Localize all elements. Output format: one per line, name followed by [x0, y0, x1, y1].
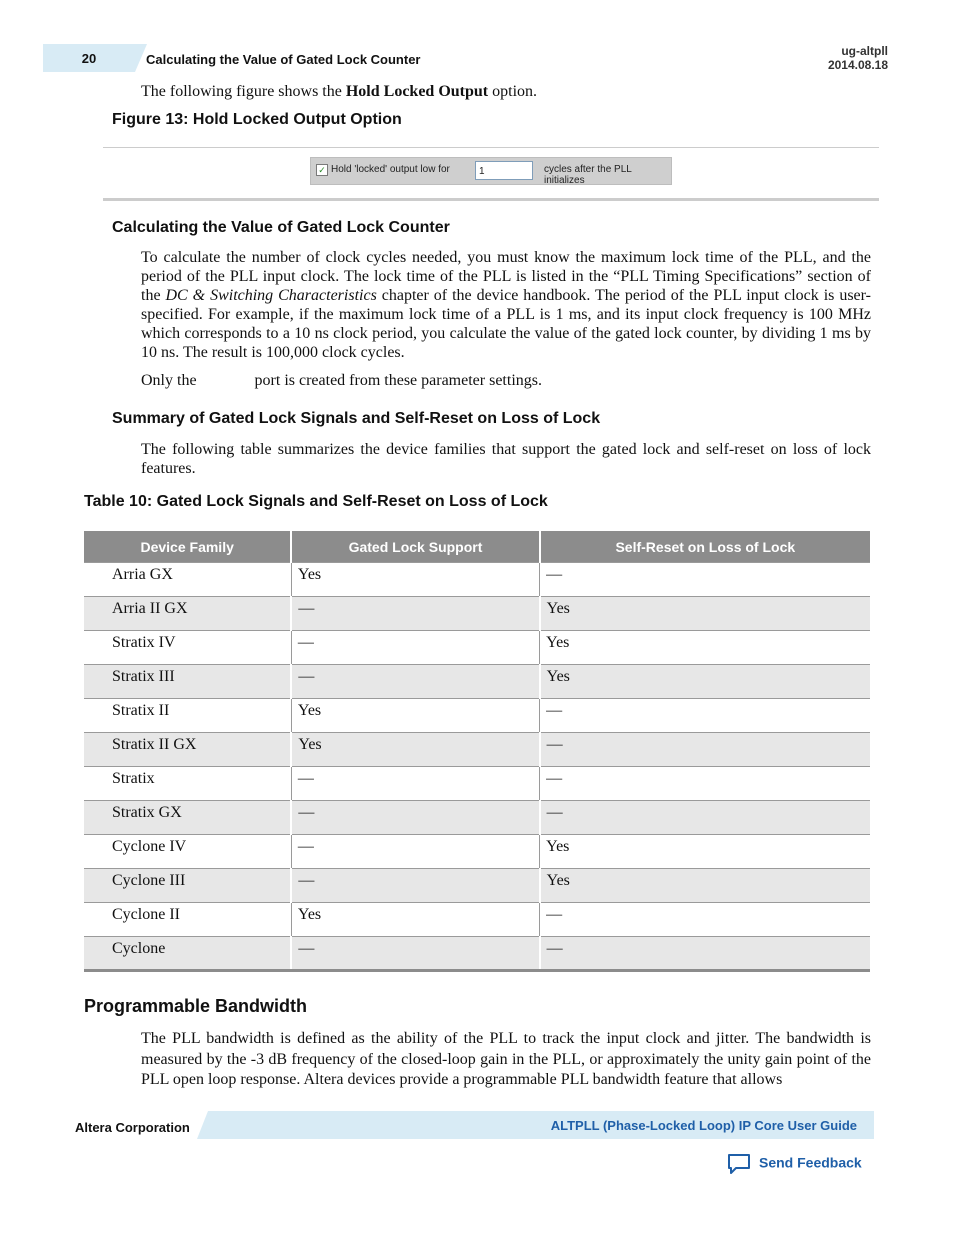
send-feedback-link[interactable]	[727, 1153, 862, 1175]
table-caption: Table 10: Gated Lock Signals and Self-Reset on Loss of Lock	[84, 493, 548, 510]
table-row	[84, 767, 870, 801]
section-heading-summary: Summary of Gated Lock Signals and Self-Reset on Loss of Lock	[112, 410, 601, 427]
paragraph-italic: DC & Switching Characteristics	[165, 287, 377, 304]
cell-gated-lock: —	[291, 631, 539, 665]
cell-gated-lock: —	[291, 597, 539, 631]
cell-gated-lock: —	[291, 801, 539, 835]
section-heading-gated-lock-counter: Calculating the Value of Gated Lock Counter	[112, 219, 450, 236]
cell-gated-lock: —	[291, 767, 539, 801]
table-row	[84, 665, 870, 699]
table-row	[84, 597, 870, 631]
port-created-text: port is created from these parameter settings.	[254, 372, 542, 389]
cell-device-family: Stratix II GX	[84, 733, 291, 767]
paragraph-text-cont: chapter of the device handbook. The period of the PLL input clock is user-specified. For example, if the maximum lock time of a PLL is 1 ms, and its input clock frequency is 100 MHz which corresponds to a 10 ns clock period, you calculate the value of the gated lock counter, by dividing 1 ms by 10 ns. The result is 100,000 clock cycles.	[141, 287, 871, 361]
cell-self-reset: Yes	[540, 869, 870, 903]
table-row	[84, 937, 870, 971]
cell-self-reset: Yes	[540, 665, 870, 699]
cell-self-reset: —	[540, 801, 870, 835]
table-row	[84, 801, 870, 835]
cell-gated-lock: —	[291, 937, 539, 971]
footer-bar-edge	[197, 1111, 208, 1139]
table-row	[84, 563, 870, 597]
cell-device-family: Stratix III	[84, 665, 291, 699]
cell-self-reset: —	[540, 937, 870, 971]
figure-bottom-rule	[103, 198, 879, 201]
table-row	[84, 869, 870, 903]
cell-device-family: Cyclone III	[84, 869, 291, 903]
cell-self-reset: Yes	[540, 631, 870, 665]
gated-lock-counter-paragraph	[141, 248, 871, 362]
figure-hold-locked-panel	[310, 157, 672, 185]
cell-self-reset: Yes	[540, 835, 870, 869]
hold-locked-checkbox[interactable]: ✓	[316, 164, 328, 176]
running-header-title: Calculating the Value of Gated Lock Counter	[146, 52, 421, 67]
intro-paragraph	[141, 82, 537, 101]
cell-device-family: Stratix GX	[84, 801, 291, 835]
doc-meta	[828, 44, 888, 72]
cell-gated-lock: —	[291, 869, 539, 903]
cell-device-family: Stratix IV	[84, 631, 291, 665]
cell-gated-lock: —	[291, 665, 539, 699]
paragraph-text: To calculate the number of clock cycles needed, you must know the maximum lock time of the PLL, and the period of the PLL input clock. The lock time of the PLL is listed in the “PLL Timing Specifications” section of the	[141, 249, 871, 304]
cell-device-family: Stratix	[84, 767, 291, 801]
bandwidth-paragraph: The PLL bandwidth is defined as the ability of the PLL to track the input clock and jitter. The bandwidth is measured by the -3 dB frequency of the closed-loop gain in the PLL, or approximately the unity gain point of the PLL open loop response. Altera devices provide a programmable PLL bandwidth feature that allows	[141, 1030, 871, 1088]
cell-gated-lock: Yes	[291, 699, 539, 733]
footer-company: Altera Corporation	[75, 1120, 190, 1135]
intro-bold: Hold Locked Output	[345, 83, 489, 100]
cell-self-reset: —	[540, 699, 870, 733]
table-row	[84, 699, 870, 733]
cell-device-family: Cyclone	[84, 937, 291, 971]
table-row	[84, 835, 870, 869]
header-device-family: Device Family	[84, 531, 291, 563]
cell-device-family: Arria GX	[84, 563, 291, 597]
cell-gated-lock: Yes	[291, 903, 539, 937]
cell-self-reset: Yes	[540, 597, 870, 631]
cell-gated-lock: Yes	[291, 733, 539, 767]
only-the-paragraph	[141, 371, 542, 390]
doc-id: ug-altpll	[841, 44, 888, 58]
speech-bubble-icon	[727, 1153, 751, 1175]
hold-locked-cycles-input[interactable]: 1	[475, 161, 533, 180]
table-row	[84, 631, 870, 665]
hold-locked-label: Hold 'locked' output low for	[331, 164, 450, 175]
cell-self-reset: —	[540, 903, 870, 937]
section-heading-programmable-bandwidth: Programmable Bandwidth	[84, 996, 308, 1016]
page-number: 20	[81, 51, 97, 66]
cell-gated-lock: Yes	[291, 563, 539, 597]
cell-self-reset: —	[540, 563, 870, 597]
figure-caption: Figure 13: Hold Locked Output Option	[112, 111, 402, 128]
cycles-after-label: cycles after the PLL initializes	[544, 164, 632, 186]
table-header-row	[84, 531, 870, 563]
send-feedback-label: Send Feedback	[759, 1154, 862, 1171]
cell-device-family: Stratix II	[84, 699, 291, 733]
intro-text-end: option.	[488, 83, 538, 100]
figure-top-rule	[103, 147, 879, 148]
doc-date: 2014.08.18	[827, 58, 888, 72]
cell-self-reset: —	[540, 733, 870, 767]
header-self-reset: Self-Reset on Loss of Lock	[540, 531, 870, 563]
cell-device-family: Cyclone IV	[84, 835, 291, 869]
intro-text: The following figure shows the	[141, 83, 346, 100]
summary-paragraph: The following table summarizes the device families that support the gated lock and self-reset on loss of lock features.	[141, 441, 871, 477]
cell-gated-lock: —	[291, 835, 539, 869]
cell-device-family: Cyclone II	[84, 903, 291, 937]
table-row	[84, 733, 870, 767]
footer-guide-link[interactable]: ALTPLL (Phase-Locked Loop) IP Core User Guide	[550, 1118, 857, 1133]
header-gated-lock-support: Gated Lock Support	[291, 531, 539, 563]
cell-device-family: Arria II GX	[84, 597, 291, 631]
gated-lock-table	[84, 531, 870, 972]
only-the-text: Only the	[141, 372, 197, 389]
cell-self-reset: —	[540, 767, 870, 801]
table-row	[84, 903, 870, 937]
